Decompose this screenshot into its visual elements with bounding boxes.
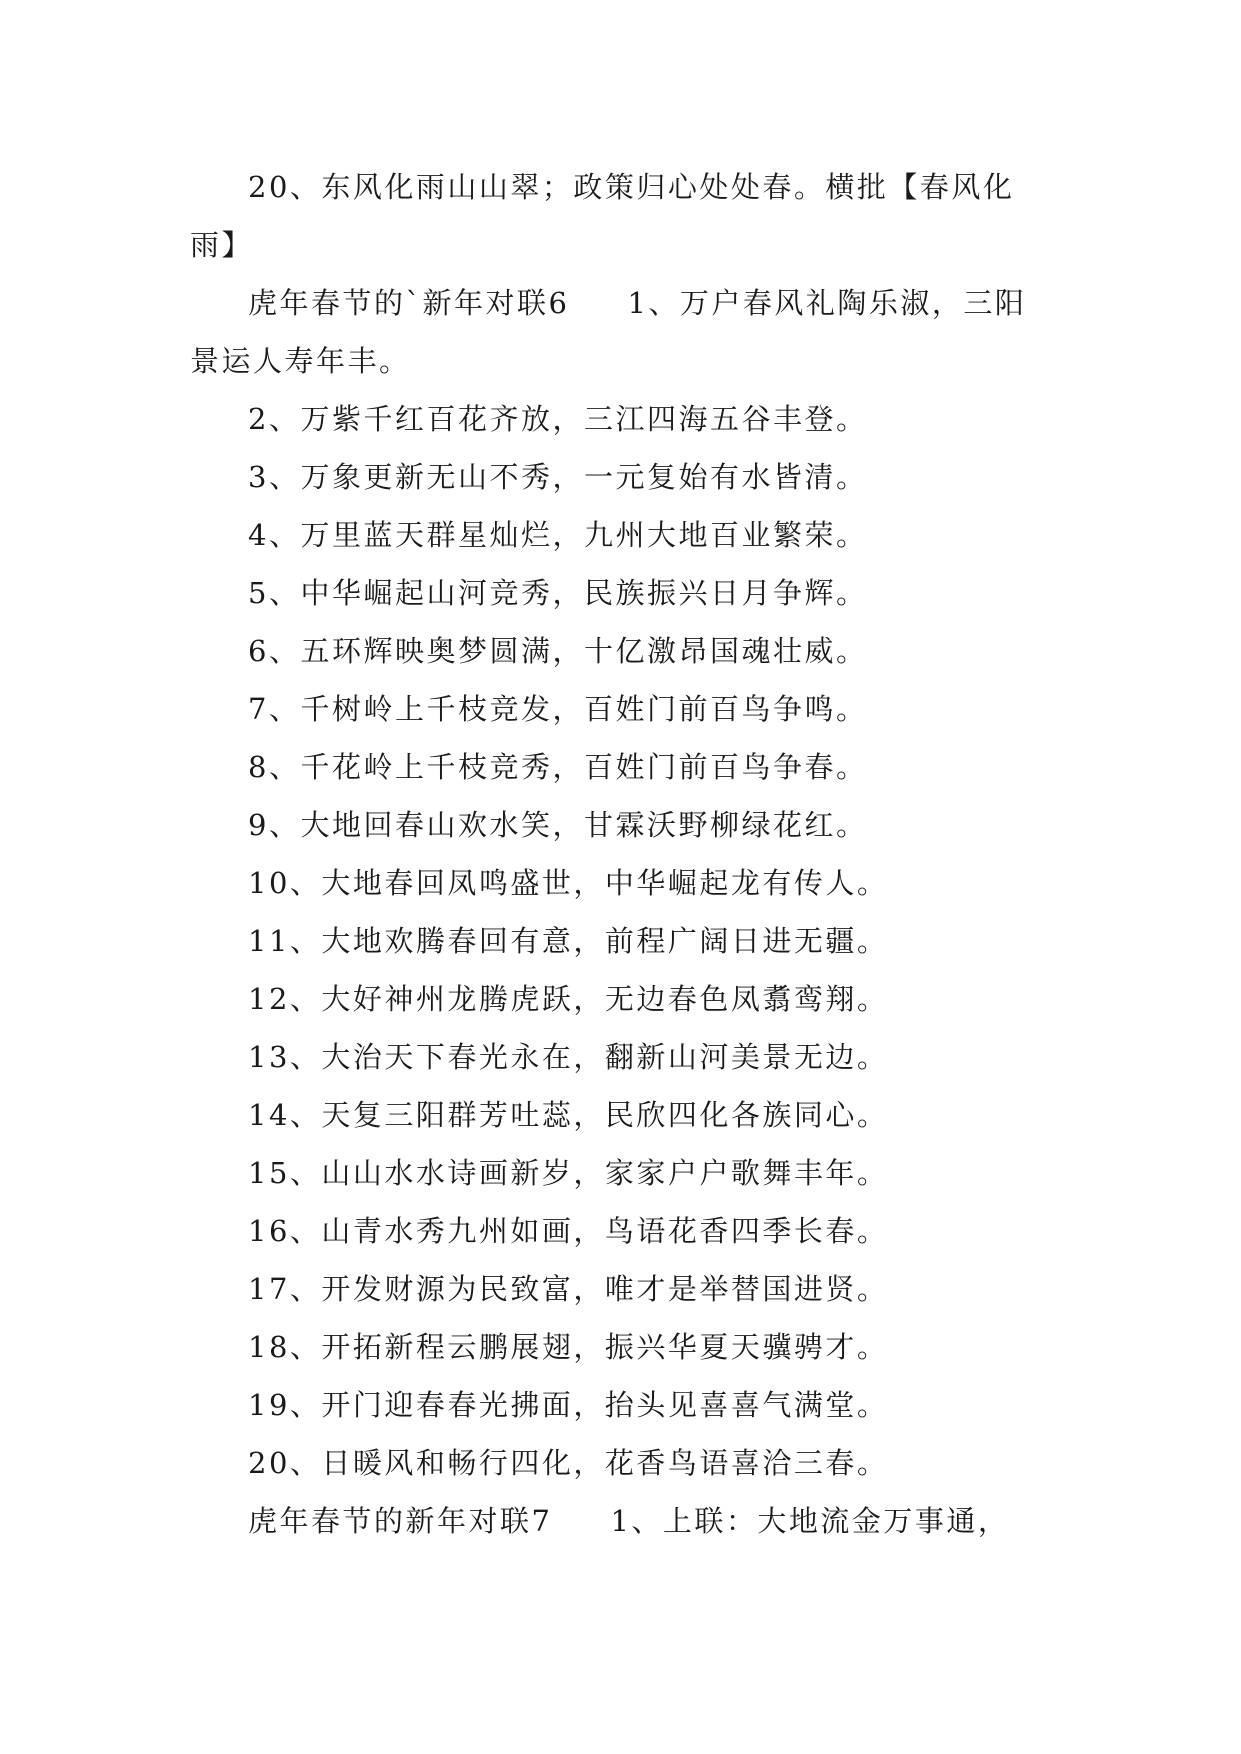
paragraph: 7、千树岭上千枝竞发，百姓门前百鸟争鸣。: [248, 692, 868, 726]
paragraph: 20、东风化雨山山翠；政策归心处处春。横批【春风化雨】: [190, 170, 1015, 262]
paragraph: 11、大地欢腾春回有意，前程广阔日进无疆。: [248, 924, 889, 958]
paragraph: 4、万里蓝天群星灿烂，九州大地百业繁荣。: [248, 518, 868, 552]
paragraph: 14、天复三阳群芳吐蕊，民欣四化各族同心。: [248, 1098, 889, 1132]
section-heading: 虎年春节的`新年对联6: [248, 286, 570, 320]
paragraph: 18、开拓新程云鹏展翅，振兴华夏天骥骋才。: [248, 1330, 889, 1364]
paragraph: 20、日暖风和畅行四化，花香鸟语喜洽三春。: [248, 1446, 889, 1480]
paragraph: 9、大地回春山欢水笑，甘霖沃野柳绿花红。: [248, 808, 868, 842]
paragraph: [190, 1492, 1050, 1550]
paragraph: 8、千花岭上千枝竞秀，百姓门前百鸟争春。: [248, 750, 868, 784]
paragraph: 17、开发财源为民致富，唯才是举替国进贤。: [248, 1272, 889, 1306]
paragraph: 3、万象更新无山不秀，一元复始有水皆清。: [248, 460, 868, 494]
paragraph: 19、开门迎春春光拂面，抬头见喜喜气满堂。: [248, 1388, 889, 1422]
paragraph: 10、大地春回凤鸣盛世，中华崛起龙有传人。: [248, 866, 889, 900]
paragraph: 6、五环辉映奥梦圆满，十亿激昂国魂壮威。: [248, 634, 868, 668]
paragraph: 16、山青水秀九州如画，鸟语花香四季长春。: [248, 1214, 889, 1248]
paragraph: 12、大好神州龙腾虎跃，无边春色凤翥鸾翔。: [248, 982, 889, 1016]
paragraph: 15、山山水水诗画新岁，家家户户歌舞丰年。: [248, 1156, 889, 1190]
paragraph: [190, 274, 1050, 390]
paragraph: 13、大治天下春光永在，翻新山河美景无边。: [248, 1040, 889, 1074]
document-body: [190, 158, 1050, 1550]
section-heading: 虎年春节的新年对联7: [248, 1504, 553, 1538]
paragraph-text: 1、上联：大地流金万事通，: [610, 1504, 1010, 1538]
paragraph: 2、万紫千红百花齐放，三江四海五谷丰登。: [248, 402, 868, 436]
paragraph: 5、中华崛起山河竞秀，民族振兴日月争辉。: [248, 576, 868, 610]
paragraph-text: 1、万户春风礼陶乐淑，三阳景运人寿年丰。: [190, 286, 1027, 378]
